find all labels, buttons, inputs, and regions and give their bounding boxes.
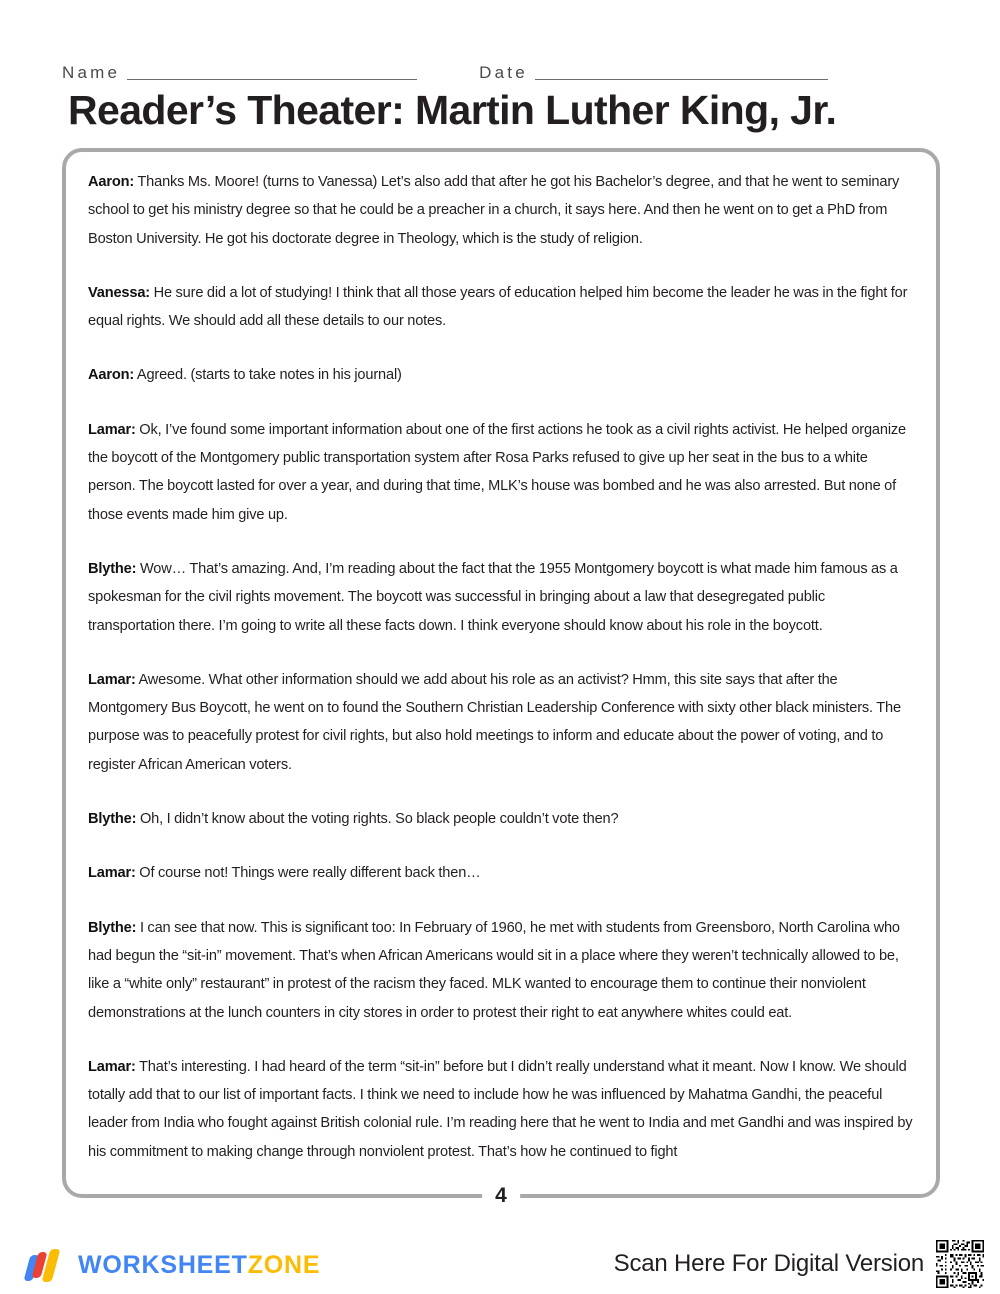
script-line [88,416,914,529]
date-field[interactable] [479,64,828,83]
script-line [88,361,914,389]
script-line [88,666,914,779]
brand-worksheet-text: WORKSHEET [78,1250,248,1279]
brand-text [78,1250,321,1279]
script-lines-container [66,152,936,1194]
qr-code-icon[interactable] [934,1238,986,1290]
speaker-name: Lamar: [88,1058,136,1075]
script-line [88,914,914,1027]
name-label: Name [62,63,121,82]
name-date-row [62,55,938,83]
page-footer [0,1228,1000,1294]
speaker-dialogue: I can see that now. This is significant too: In February of 1960, he met with students from Greensboro, North Carolina who had begun the “sit-in” movement. That’s when African Americans would sit in a place where they weren’t technically allowed to be, like a “white only” restaurant” in protest of the racism they faced. MLK wanted to encourage them to continue their nonviolent demonstrations at the lunch counters in city stores in order to protest their right to eat anywhere whites could eat. [88,919,900,1021]
brand-zone-text: ZONE [247,1250,321,1279]
speaker-name: Aaron: [88,367,135,384]
script-line [88,279,914,336]
scan-digital-version[interactable] [614,1238,986,1290]
date-label: Date [479,63,528,82]
script-content-box [62,148,940,1207]
speaker-dialogue: Thanks Ms. Moore! (turns to Vanessa) Let’s also add that after he got his Bachelor’s degree, and that he went to seminary school to get his ministry degree so that he could be a preacher in a church, it says here. And then he went on to get a PhD from Boston University. He got his doctorate degree in Theology, which is the study of religion. [88,174,900,247]
script-line [88,555,914,640]
speaker-name: Lamar: [88,671,136,688]
page-number: 4 [482,1182,520,1210]
scan-instruction-text: Scan Here For Digital Version [613,1250,924,1277]
speaker-name: Lamar: [88,421,136,438]
script-line [88,168,914,253]
worksheet-zone-logo[interactable] [26,1246,320,1284]
speaker-dialogue: Of course not! Things were really different back then… [135,865,481,882]
date-write-line[interactable] [535,79,828,80]
speaker-name: Blythe: [88,919,137,936]
page-title: Reader’s Theater: Martin Luther King, Jr. [68,87,837,133]
name-write-line[interactable] [127,79,417,80]
speaker-name: Vanessa: [88,284,151,301]
speaker-dialogue: Ok, I’ve found some important information about one of the first actions he took as a civil rights activist. He helped organize the boycott of the Montgomery public transportation system after Rosa Parks refused to give up her seat in the bus to a white person. The boycott lasted for over a year, and during that time, MLK’s house was bombed and he was also arrested. But none of those events made him give up. [88,421,907,523]
worksheet-zone-mark-icon [26,1247,68,1283]
speaker-dialogue: Awesome. What other information should we add about his role as an activist? Hmm, this site says that after the Montgomery Bus Boycott, he went on to found the Southern Christian Leadership Conference with sixty other black ministers. The purpose was to peacefully protest for civil rights, but also hold meetings to inform and educate about the power of voting, and to register African American voters. [88,671,901,773]
script-line [88,859,914,887]
script-line [88,805,914,833]
speaker-dialogue: That’s interesting. I had heard of the term “sit-in” before but I didn’t really understand what it meant. Now I know. We should totally add that to our list of important facts. I think we need to include how he was influenced by Mahatma Gandhi, the peaceful leader from India who fought against British colonial rule. I’m reading here that he went to India and met Gandhi and was inspired by his commitment to making change through nonviolent protest. That’s how he continued to fight [88,1058,913,1160]
speaker-dialogue: Wow… That’s amazing. And, I’m reading about the fact that the 1955 Montgomery boycott is what made him famous as a spokesman for the civil rights movement. The boycott was successful in bringing about a law that desegregated public transportation there. I’m going to write all these facts down. I think everyone should know about his role in the boycott. [88,560,898,634]
speaker-name: Blythe: [88,811,137,828]
speaker-name: Blythe: [88,560,137,577]
name-field[interactable] [62,64,417,83]
script-line [88,1053,914,1166]
speaker-dialogue: He sure did a lot of studying! I think that all those years of education helped him become the leader he was in the fight for equal rights. We should add all these details to our notes. [88,284,908,330]
speaker-dialogue: Agreed. (starts to take notes in his journal) [134,367,402,384]
speaker-name: Aaron: [88,174,135,190]
speaker-dialogue: Oh, I didn’t know about the voting rights. So black people couldn’t vote then? [136,811,619,828]
speaker-name: Lamar: [88,865,136,882]
